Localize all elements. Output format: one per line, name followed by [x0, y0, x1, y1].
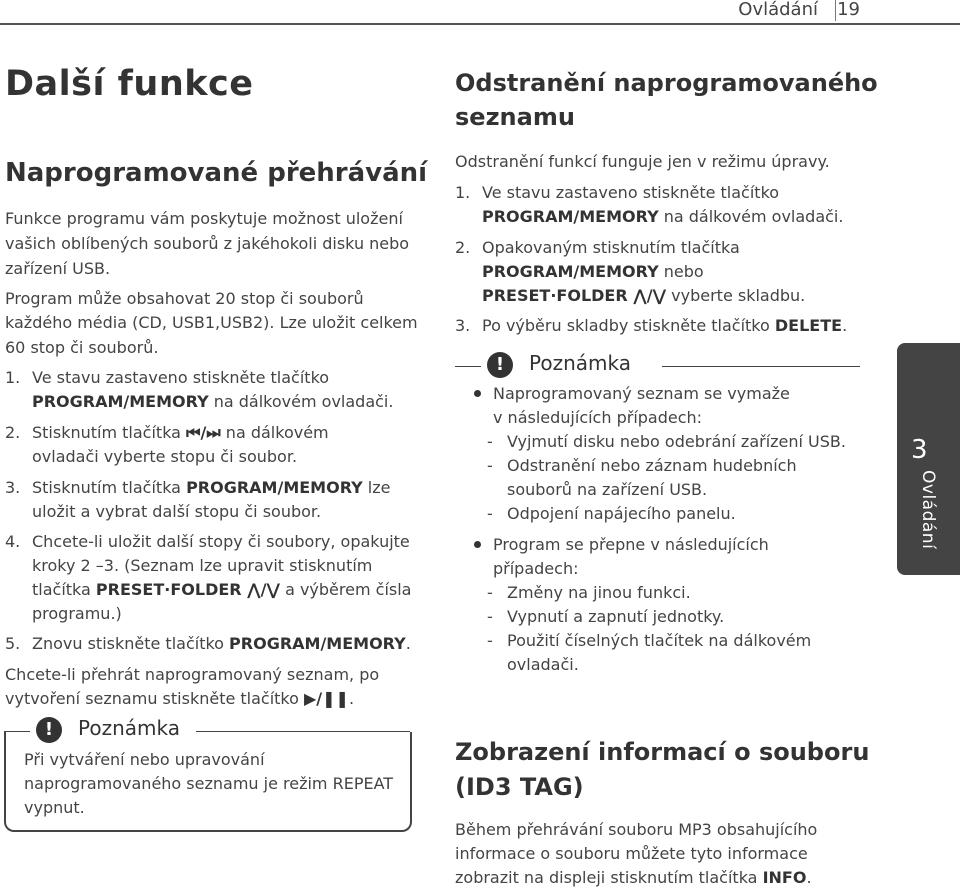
intro-line: vašich oblíbených souborů z jakéhokoli disku nebo	[5, 234, 410, 253]
id3-text: Během přehrávání souboru MP3 obsahujícího	[455, 820, 818, 839]
bullet-icon	[474, 390, 481, 397]
id3-text: .	[806, 868, 812, 887]
note-item: Použití číselných tlačítek na dálkovém	[507, 631, 812, 650]
exclamation-icon: !	[36, 717, 62, 743]
step-text: vyberte skladbu.	[666, 286, 806, 305]
intro-line: Funkce programu vám poskytuje možnost uložení	[5, 209, 403, 228]
note-text: v následujících případech:	[493, 408, 703, 427]
delete-heading-line: seznamu	[455, 103, 575, 131]
note-text: Při vytváření nebo upravování	[24, 750, 265, 769]
bullet-icon	[474, 541, 481, 548]
id3-heading	[455, 735, 869, 805]
page-title: Další funkce	[5, 64, 254, 104]
chapter-label: Ovládání	[918, 470, 938, 550]
step-text: programu.)	[32, 604, 122, 623]
id3-text: zobrazit na displeji stisknutím tlačítka	[455, 868, 763, 887]
dash-icon: -	[487, 631, 493, 650]
step-number: 5.	[5, 634, 21, 653]
skip-buttons-icon: ⏮/⏭	[186, 423, 221, 442]
dash-icon: -	[487, 456, 493, 475]
delete-heading	[455, 66, 878, 134]
program-heading: Naprogramované přehrávání	[5, 158, 428, 188]
note-item: souborů na zařízení USB.	[507, 480, 708, 499]
note-text: případech:	[493, 559, 579, 578]
step-text: kroky 2 –3. (Seznam lze upravit stisknutím	[32, 556, 373, 575]
header-section: Ovládání	[738, 0, 818, 20]
note-item: Vyjmutí disku nebo odebrání zařízení USB.	[507, 432, 846, 451]
note-title: Poznámka	[529, 351, 631, 375]
button-name: PRESET·FOLDER ⋀/⋁	[482, 286, 667, 305]
step-text: Stisknutím tlačítka	[32, 478, 187, 497]
step-text: Chcete-li uložit další stopy či soubory, opakujte	[32, 532, 410, 551]
intro-line: každého média (CD, USB1,USB2). Lze uložit celkem	[5, 313, 418, 332]
step-number: 3.	[455, 316, 471, 335]
step-text: na dálkovém	[220, 423, 329, 442]
step-text: lze	[362, 478, 391, 497]
step-text: uložit a vybrat další stopu či soubor.	[32, 502, 322, 521]
note-text: vypnut.	[24, 798, 85, 817]
id3-heading-line: (ID3 TAG)	[455, 773, 584, 801]
step-text: .	[842, 316, 848, 335]
button-name: PROGRAM/MEMORY	[229, 634, 406, 653]
intro-line: zařízení USB.	[5, 259, 111, 278]
button-name: PROGRAM/MEMORY	[482, 207, 659, 226]
button-name: INFO	[762, 868, 807, 887]
step-text: ovladači vyberte stopu či soubor.	[32, 447, 298, 466]
note-text: naprogramovaného seznamu je režim REPEAT	[24, 774, 394, 793]
step-number: 4.	[5, 532, 21, 551]
step-text: Ve stavu zastaveno stiskněte tlačítko	[482, 183, 780, 202]
step-number: 3.	[5, 478, 21, 497]
note-rule	[455, 366, 481, 367]
button-name: DELETE	[774, 316, 843, 335]
intro-line: 60 stop či souborů.	[5, 338, 159, 357]
note-text: Naprogramovaný seznam se vymaže	[493, 384, 790, 403]
step-text: Ve stavu zastaveno stiskněte tlačítko	[32, 368, 330, 387]
step-text: nebo	[658, 262, 704, 281]
step-text: tlačítka	[32, 580, 96, 599]
dash-icon: -	[487, 607, 493, 626]
step-text: Po výběru skladby stiskněte tlačítko	[482, 316, 775, 335]
button-name: PROGRAM/MEMORY	[32, 392, 209, 411]
step-number: 2.	[455, 238, 471, 257]
chapter-number: 3	[911, 435, 928, 465]
delete-intro: Odstranění funkcí funguje jen v režimu úpravy.	[455, 152, 830, 171]
header-rule	[0, 23, 960, 25]
step-text: Znovu stiskněte tlačítko	[32, 634, 230, 653]
id3-heading-line: Zobrazení informací o souboru	[455, 738, 870, 766]
button-name: PROGRAM/MEMORY	[482, 262, 659, 281]
page-number: 19	[837, 0, 860, 20]
step-text: a výběrem čísla	[279, 580, 412, 599]
play-text: Chcete-li přehrát naprogramovaný seznam, po	[5, 665, 380, 684]
note-item: Odpojení napájecího panelu.	[507, 504, 736, 523]
note-title: Poznámka	[78, 716, 180, 740]
step-text: .	[405, 634, 411, 653]
note-item: ovladači.	[507, 655, 579, 674]
button-name: PROGRAM/MEMORY	[186, 478, 363, 497]
dash-icon: -	[487, 432, 493, 451]
step-number: 1.	[5, 368, 21, 387]
dash-icon: -	[487, 583, 493, 602]
exclamation-icon: !	[487, 352, 513, 378]
play-pause-icon: ▶/❚❚	[304, 689, 349, 708]
note-item: Vypnutí a zapnutí jednotky.	[507, 607, 725, 626]
dash-icon: -	[487, 504, 493, 523]
play-text: vytvoření seznamu stiskněte tlačítko	[5, 689, 304, 708]
step-text: Stisknutím tlačítka	[32, 423, 187, 442]
step-text: na dálkovém ovladači.	[208, 392, 394, 411]
step-text: Opakovaným stisknutím tlačítka	[482, 238, 740, 257]
step-number: 2.	[5, 423, 21, 442]
button-name: PRESET·FOLDER ⋀/⋁	[95, 580, 280, 599]
play-text: .	[348, 689, 355, 708]
step-number: 1.	[455, 183, 471, 202]
note-item: Odstranění nebo záznam hudebních	[507, 456, 797, 475]
note-text: Program se přepne v následujících	[493, 535, 769, 554]
intro-line: Program může obsahovat 20 stop či souborů	[5, 289, 364, 308]
id3-text: informace o souboru můžete tyto informace	[455, 844, 808, 863]
step-text: na dálkovém ovladači.	[658, 207, 844, 226]
note-rule	[662, 366, 860, 367]
delete-heading-line: Odstranění naprogramovaného	[455, 69, 878, 97]
note-item: Změny na jinou funkci.	[507, 583, 691, 602]
